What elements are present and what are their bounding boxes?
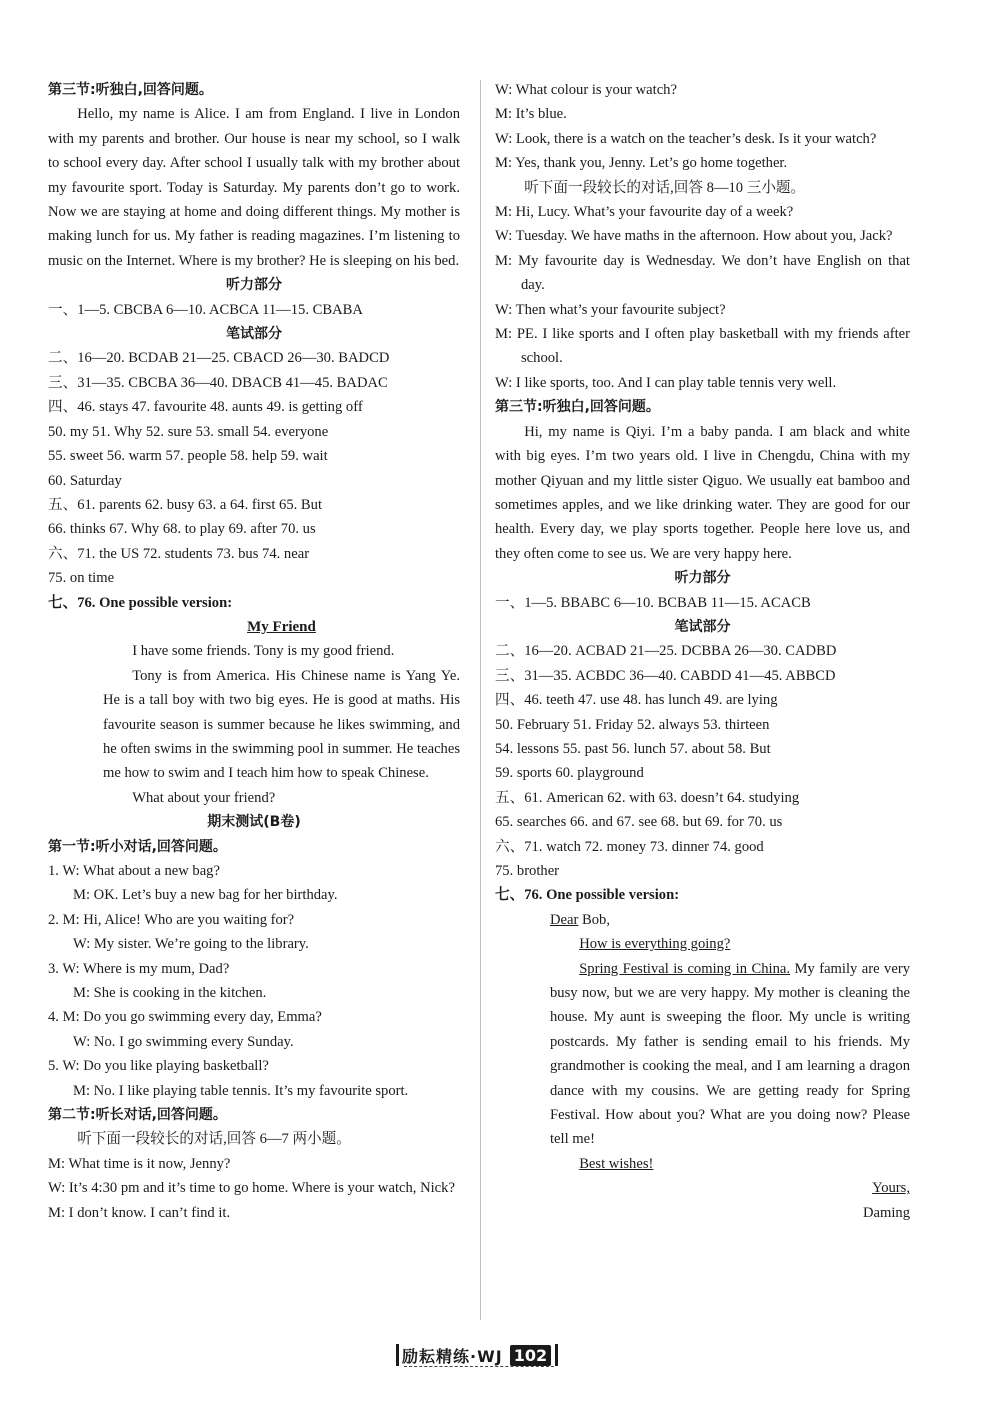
dialogue-line: 2. M: Hi, Alice! Who are you waiting for?: [48, 911, 295, 928]
answer-line: 50. February 51. Friday 52. always 53. thirteen: [495, 716, 770, 733]
q76-label: 七、76. One possible version:: [495, 887, 680, 904]
left-column: [48, 78, 460, 1225]
dialogue-line: M: OK. Let’s buy a new bag for her birthday.: [73, 887, 338, 904]
listening-heading: 听力部分: [226, 277, 282, 294]
section3-heading: 第三节:听独白,回答问题。: [48, 82, 213, 98]
answer-line: 二、16—20. BCDAB 21—25. CBACD 26—30. BADCD: [48, 350, 390, 367]
answer-line: 二、16—20. ACBAD 21—25. DCBBA 26—30. CADBD: [495, 643, 837, 660]
letter-yours-text: Yours,: [872, 1180, 910, 1197]
answer-line: 60. Saturday: [48, 472, 122, 489]
answer-line: 55. sweet 56. warm 57. people 58. help 59. wait: [48, 448, 328, 465]
short-dialogues: [48, 859, 460, 1103]
section2-heading: 第二节:听长对话,回答问题。: [48, 1107, 227, 1124]
answer-line: 三、31—35. ACBDC 36—40. CABDD 41—45. ABBCD: [495, 667, 836, 684]
dialogue-line: W: Then what’s your favourite subject?: [495, 301, 726, 318]
letter-to-bob: [550, 908, 910, 1225]
section3-heading: 第三节:听独白,回答问题。: [495, 399, 660, 416]
page-number: 102: [510, 1345, 551, 1366]
written-heading: 笔试部分: [226, 326, 282, 343]
dialogue-continued: [495, 78, 910, 176]
dialogue-line: W: My sister. We’re going to the library.: [73, 936, 309, 953]
dialogue-line: W: I like sports, too. And I can play table tennis very well.: [495, 374, 837, 391]
answer-line: 75. brother: [495, 863, 560, 879]
column-divider: [480, 80, 481, 1320]
answer-list: [48, 346, 460, 590]
dialogue-line: M: No. I like playing table tennis. It’s my favourite sport.: [73, 1082, 409, 1099]
listening-answers: 一、1—5. BBABC 6—10. BCBAB 11—15. ACACB: [495, 594, 811, 611]
dialogue-line: M: PE. I like sports and I often play basketball with my friends after school.: [495, 326, 910, 367]
answer-line: 66. thinks 67. Why 68. to play 69. after 70. us: [48, 521, 316, 538]
long-dialogue: [48, 1152, 460, 1225]
section1-heading: 第一节:听小对话,回答问题。: [48, 838, 227, 855]
listening-answers: 一、1—5. CBCBA 6—10. ACBCA 11—15. CBABA: [48, 301, 363, 318]
essay-paragraph: Tony is from America. His Chinese name is Yang Ye. He is a tall boy with two big eyes. He is good at maths. His favourite season is summer because he likes swimming, and he often swims in the swimming pool in summer. He teaches me how to swim and I teach him how to speak Chinese.: [103, 667, 460, 782]
dialogue-2: [495, 200, 910, 395]
listening-heading: 听力部分: [674, 570, 731, 587]
monologue-alice: Hello, my name is Alice. I am from England. I live in London with my parents and brother. Our house is near my school, so I walk to school every day. After school I usually talk with my brother about my favourite sport. Today is Saturday. My parents don’t go to work. Now we are staying at home and doing different things. My mother is making lunch for us. My father is reading magazines. I’m listening to music on the Internet. Where is my brother? He is sleeping on his bed.: [48, 106, 460, 269]
letter-greeting-underlined: Dear: [550, 911, 579, 928]
written-heading: 笔试部分: [674, 618, 731, 635]
dialogue-line: W: It’s 4:30 pm and it’s time to go home. Where is your watch, Nick?: [48, 1180, 455, 1197]
footer-dotted-rule: [404, 1366, 554, 1367]
dialogue-line: M: She is cooking in the kitchen.: [73, 985, 267, 1002]
footer-bar-right: [555, 1344, 558, 1366]
letter-opening: [550, 932, 910, 956]
letter-opening-text: How is everything going?: [579, 936, 731, 953]
intro-8-10: 听下面一段较长的对话,回答 8—10 三小题。: [524, 179, 806, 196]
dialogue-line: 1. W: What about a new bag?: [48, 863, 220, 879]
dialogue-line: 4. M: Do you go swimming every day, Emma?: [48, 1009, 322, 1026]
letter-greeting-rest: Bob,: [578, 911, 610, 928]
letter-closing: [550, 1152, 910, 1176]
answer-line: 54. lessons 55. past 56. lunch 57. about 58. But: [495, 740, 771, 757]
letter-body: [550, 957, 910, 1152]
dialogue-line: M: I don’t know. I can’t find it.: [48, 1204, 231, 1221]
answer-list: [495, 639, 910, 883]
answer-line: 五、61. parents 62. busy 63. a 64. first 65. But: [48, 496, 323, 513]
dialogue-line: W: Look, there is a watch on the teacher’s desk. Is it your watch?: [495, 130, 877, 147]
essay-my-friend: [103, 615, 460, 810]
answer-line: 三、31—35. CBCBA 36—40. DBACB 41—45. BADAC: [48, 374, 388, 391]
letter-signature: Daming: [862, 1204, 910, 1221]
section2-intro: 听下面一段较长的对话,回答 6—7 两小题。: [77, 1131, 351, 1148]
dialogue-line: M: What time is it now, Jenny?: [48, 1155, 231, 1172]
answer-line: 59. sports 60. playground: [495, 765, 644, 782]
dialogue-line: M: It’s blue.: [495, 106, 567, 123]
answer-line: 六、71. the US 72. students 73. bus 74. near: [48, 545, 310, 562]
dialogue-line: M: Yes, thank you, Jenny. Let’s go home together.: [495, 155, 788, 172]
dialogue-line: 5. W: Do you like playing basketball?: [48, 1058, 269, 1075]
answer-line: 75. on time: [48, 570, 115, 587]
letter-closing-text: Best wishes!: [579, 1155, 654, 1172]
answer-line: 五、61. American 62. with 63. doesn’t 64. studying: [495, 789, 800, 806]
dialogue-line: 3. W: Where is my mum, Dad?: [48, 960, 230, 977]
dialogue-line: M: Hi, Lucy. What’s your favourite day of a week?: [495, 204, 794, 221]
monologue-qiyi: Hi, my name is Qiyi. I’m a baby panda. I am black and white with big eyes. I’m two years old. I live in Chengdu, China with my mother Qiyuan and my little sister Qiguo. We usually eat bamboo and sometimes apples, and we like drinking water. They are good for our health. Every day, we play sports together. People here love us, and they often come to see us. We are very happy here.: [495, 423, 910, 562]
answer-line: 六、71. watch 72. money 73. dinner 74. good: [495, 838, 764, 855]
letter-body-underlined: Spring Festival is coming in China.: [579, 960, 791, 977]
essay-title: My Friend: [247, 618, 316, 635]
letter-greeting: [550, 908, 910, 932]
answer-line: 65. searches 66. and 67. see 68. but 69. for 70. us: [495, 814, 783, 831]
answer-line: 50. my 51. Why 52. sure 53. small 54. everyone: [48, 423, 329, 440]
essay-paragraph: What about your friend?: [132, 789, 276, 806]
dialogue-line: W: No. I go swimming every Sunday.: [73, 1033, 294, 1050]
answer-line: 四、46. teeth 47. use 48. has lunch 49. are lying: [495, 692, 778, 709]
test-b-title: 期末测试(B卷): [207, 814, 301, 831]
letter-yours: [550, 1176, 910, 1200]
dialogue-line: M: My favourite day is Wednesday. We don’t have English on that day.: [495, 252, 910, 294]
essay-paragraph: I have some friends. Tony is my good friend.: [132, 643, 395, 660]
letter-body-rest: My family are very busy now, but we are very happy. My mother is cleaning the house. My aunt is sweeping the floor. My uncle is writing postcards. My father is sending email to his friends. My grandmother is cooking the meal, and I am learning a dragon dance with my cousins. We are getting ready for Spring Festival. How about you? What are you doing now? Please tell me!: [550, 960, 910, 1148]
dialogue-line: W: Tuesday. We have maths in the afternoon. How about you, Jack?: [495, 228, 893, 245]
q76-label: 七、76. One possible version:: [48, 594, 233, 611]
answer-line: 四、46. stays 47. favourite 48. aunts 49. is getting off: [48, 399, 363, 416]
right-column: [495, 78, 910, 1225]
footer-brand: 励耘精练·WJ: [402, 1346, 503, 1366]
dialogue-line: W: What colour is your watch?: [495, 82, 677, 98]
